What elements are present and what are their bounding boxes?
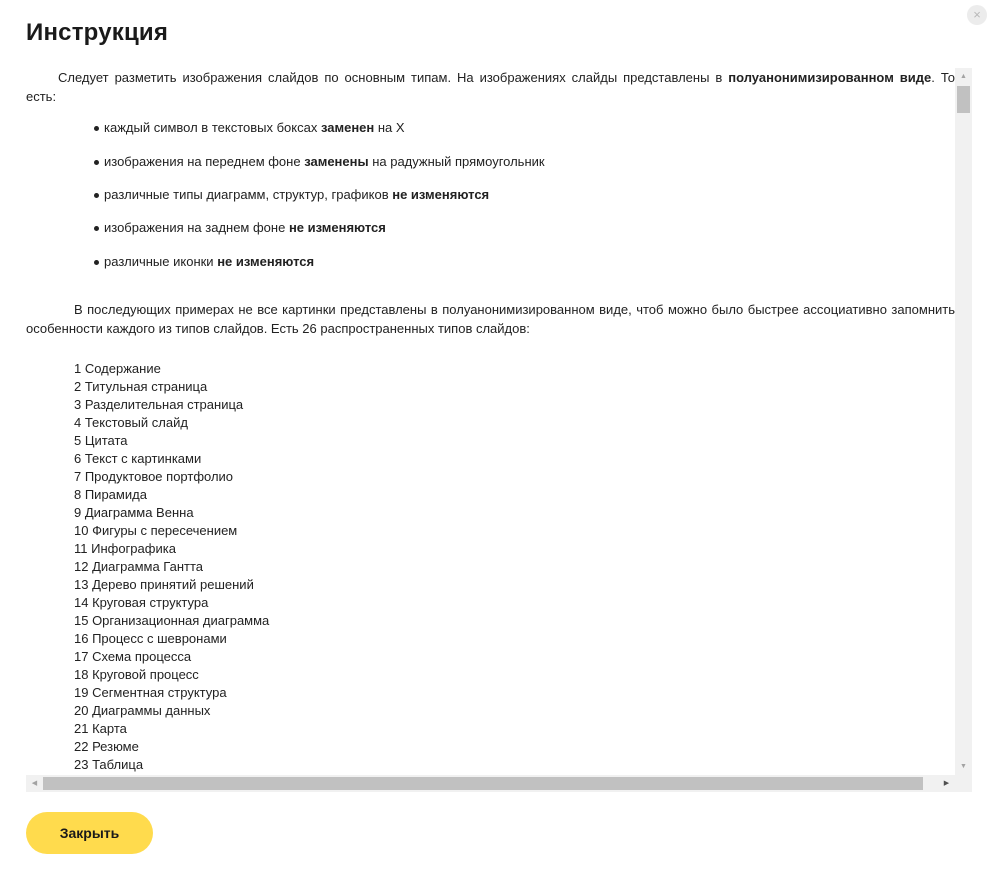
scroll-down-icon[interactable]: ▼ (960, 763, 967, 770)
rule-item (104, 253, 314, 271)
slide-type-item: 8 Пирамида (74, 487, 147, 502)
rule-text: каждый символ в текстовых боксах (104, 120, 321, 135)
instruction-content[interactable] (26, 68, 955, 775)
rule-text: различные типы диаграмм, структур, графиков (104, 187, 393, 202)
slide-type-item: 21 Карта (74, 721, 127, 736)
rule-bold: заменены (304, 154, 369, 169)
slide-type-item: 18 Круговой процесс (74, 667, 199, 682)
horizontal-scroll-thumb[interactable] (43, 777, 923, 790)
rule-bold: заменен (320, 120, 375, 135)
slide-type-item: 23 Таблица (74, 757, 144, 772)
slide-type-item: 16 Процесс с шевронами (74, 631, 227, 646)
rule-text: изображения на заднем фоне (104, 220, 289, 235)
types-intro-paragraph: В последующих примерах не все картинки представлены в полуанонимизированном виде, чтоб можно было быстрее ассоциативно запомнить особенности каждого из типов слайдов. Есть 26 распространенных типов слайдов: (26, 302, 955, 336)
close-icon[interactable]: × (967, 5, 987, 25)
slide-type-item: 14 Круговая структура (74, 595, 209, 610)
slide-type-item: 3 Разделительная страница (74, 397, 244, 412)
rule-text: на X (374, 120, 405, 135)
slide-type-item: 12 Диаграмма Гантта (74, 559, 203, 574)
scrollbar-corner (955, 775, 972, 792)
dialog-title: Инструкция (26, 19, 169, 46)
rule-text: на радужный прямоугольник (368, 154, 545, 169)
slide-type-item: 2 Титульная страница (74, 379, 208, 394)
rule-bold: не изменяются (288, 220, 386, 235)
intro-paragraph (26, 68, 955, 106)
rule-item (104, 119, 405, 137)
slide-type-item: 5 Цитата (74, 433, 128, 448)
slide-type-item: 15 Организационная диаграмма (74, 613, 270, 628)
slide-type-item: 13 Дерево принятий решений (74, 577, 254, 592)
vertical-scroll-thumb[interactable] (957, 86, 970, 113)
scroll-up-icon[interactable]: ▲ (960, 73, 967, 80)
slide-type-item: 1 Содержание (74, 361, 161, 376)
slide-type-item: 9 Диаграмма Венна (74, 505, 194, 520)
rule-item (104, 186, 489, 204)
rule-bold: не изменяются (217, 254, 315, 269)
vertical-scrollbar[interactable] (955, 68, 972, 775)
rule-item (104, 153, 545, 171)
instruction-frame (26, 68, 972, 792)
slide-type-item: 20 Диаграммы данных (74, 703, 211, 718)
intro-text-1: Следует разметить изображения слайдов по основным типам. На изображениях слайды представлены в (58, 70, 729, 85)
slide-type-item: 22 Резюме (74, 739, 139, 754)
slide-type-item: 19 Сегментная структура (74, 685, 227, 700)
slide-type-item: 17 Схема процесса (74, 649, 192, 664)
rule-text: различные иконки (104, 254, 218, 269)
slide-type-item: 4 Текстовый слайд (74, 415, 188, 430)
rule-text: изображения на переднем фоне (104, 154, 305, 169)
slide-type-item: 10 Фигуры с пересечением (74, 523, 238, 538)
scroll-left-icon[interactable]: ◀ (31, 780, 38, 787)
horizontal-scrollbar[interactable] (26, 775, 955, 792)
intro-text-2: . То есть: (26, 70, 955, 104)
scroll-right-icon[interactable]: ▶ (943, 780, 950, 787)
intro-bold: полуанонимизированном виде (728, 70, 932, 85)
slide-types-list (74, 360, 269, 774)
rule-item (104, 219, 386, 237)
slide-type-item: 6 Текст с картинками (74, 451, 202, 466)
slide-type-item: 11 Инфографика (74, 541, 176, 556)
close-button[interactable]: Закрыть (26, 812, 153, 854)
slide-type-item: 7 Продуктовое портфолио (74, 469, 234, 484)
rule-bold: не изменяются (392, 187, 490, 202)
